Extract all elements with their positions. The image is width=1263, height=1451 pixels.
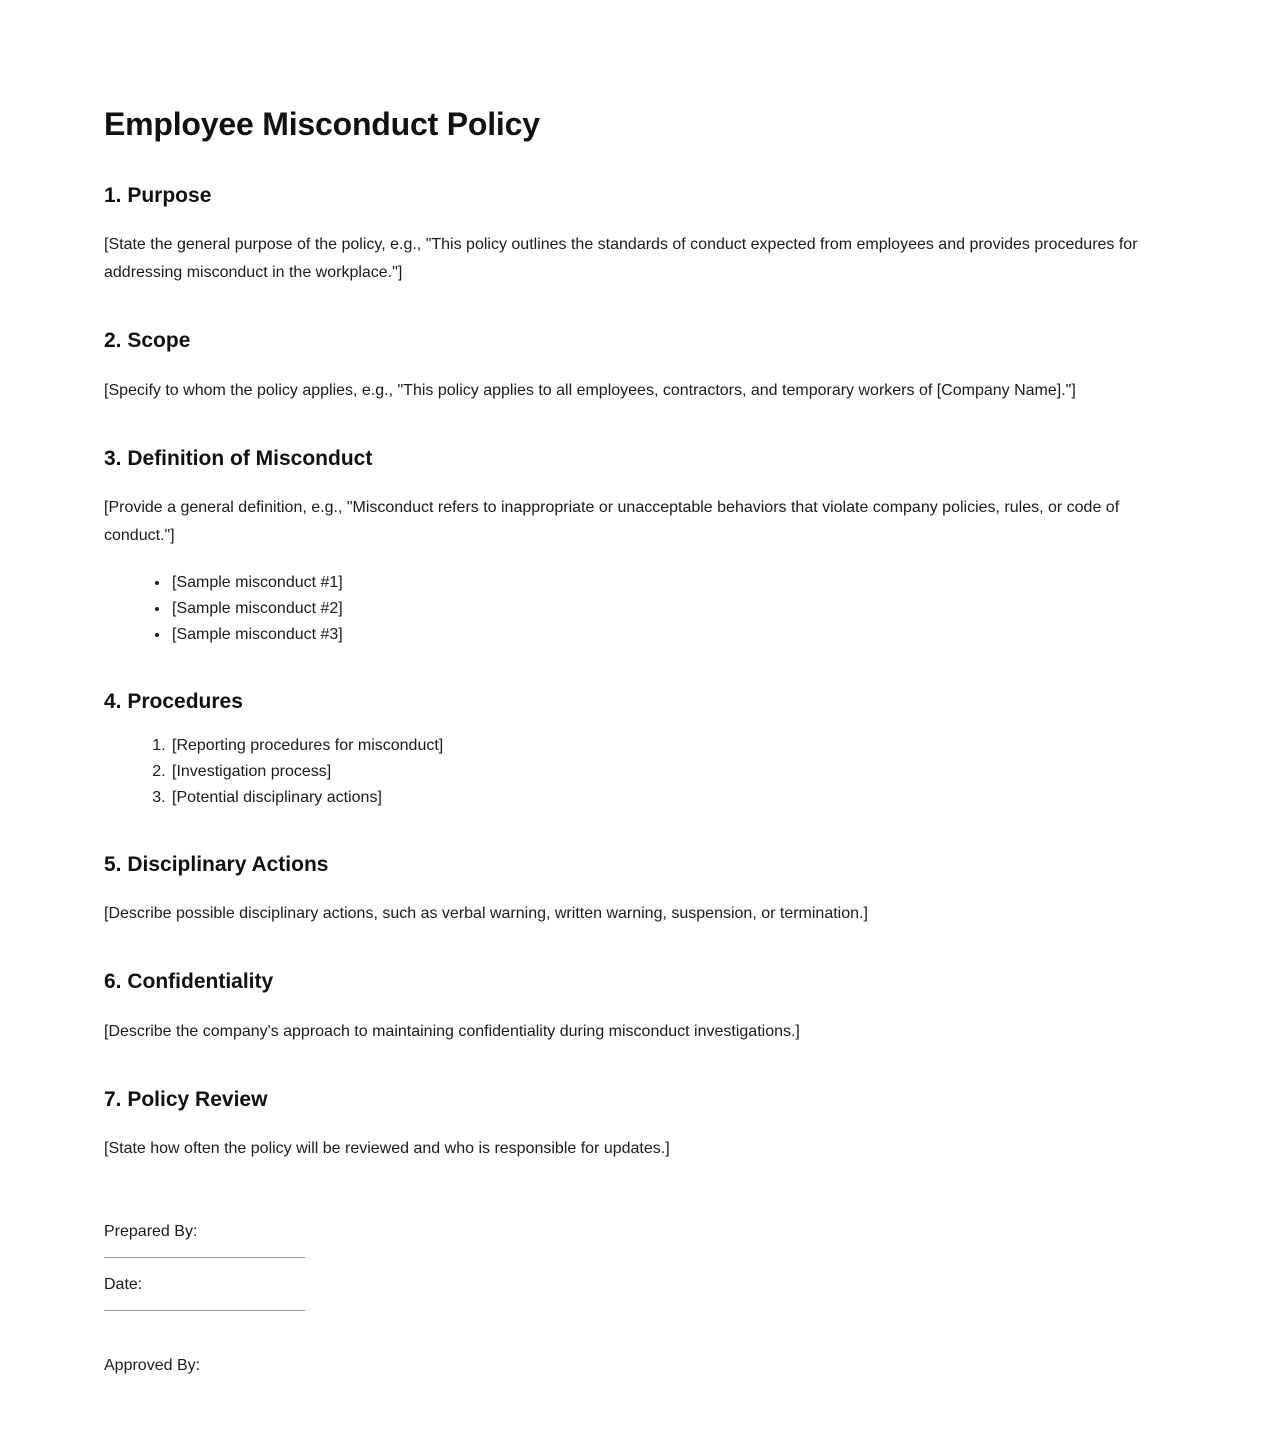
- list-item: • [Sample misconduct #1]: [170, 570, 1142, 596]
- section-paragraph-purpose: [State the general purpose of the policy, e.g., "This policy outlines the standards of conduct expected from employees and provides procedures for addressing misconduct in the workplace."]: [104, 236, 1138, 282]
- section-heading-disciplinary-actions: 5. Disciplinary Actions: [104, 853, 329, 877]
- signature-block: [104, 1219, 1142, 1379]
- section-heading-policy-review: 7. Policy Review: [104, 1087, 268, 1111]
- section-procedures: [104, 688, 1142, 811]
- page-title: Employee Misconduct Policy: [104, 106, 540, 142]
- section-paragraph-definition-of-misconduct: [Provide a general definition, e.g., "Misconduct refers to inappropriate or unacceptable behaviors that violate company policies, rules, or code of conduct."]: [104, 498, 1120, 544]
- list-item: 1. [Reporting procedures for misconduct]: [170, 733, 1142, 759]
- approved-by-group: [104, 1353, 1142, 1379]
- sample-misconduct-list: [104, 570, 1142, 648]
- section-policy-review: [104, 1086, 1142, 1163]
- date-signature-line[interactable]: [104, 1310, 305, 1311]
- procedures-list: [104, 733, 1142, 811]
- approved-by-label: Approved By:: [104, 1357, 201, 1375]
- section-heading-purpose: 1. Purpose: [104, 184, 212, 207]
- date-label: Date:: [104, 1276, 143, 1294]
- list-item: • [Sample misconduct #2]: [170, 596, 1142, 622]
- section-heading-scope: 2. Scope: [104, 329, 191, 353]
- section-scope: [104, 327, 1142, 404]
- prepared-by-label: Prepared By:: [104, 1223, 198, 1241]
- section-paragraph-policy-review: [State how often the policy will be reviewed and who is responsible for updates.]: [104, 1140, 670, 1158]
- list-item: 2. [Investigation process]: [170, 759, 1142, 785]
- section-paragraph-disciplinary-actions: [Describe possible disciplinary actions, such as verbal warning, written warning, suspension, or termination.]: [104, 905, 868, 923]
- section-purpose: [104, 182, 1142, 287]
- list-item: 3. [Potential disciplinary actions]: [170, 785, 1142, 811]
- prepared-by-signature-line[interactable]: [104, 1257, 305, 1258]
- section-confidentiality: [104, 968, 1142, 1045]
- section-heading-definition-of-misconduct: 3. Definition of Misconduct: [104, 446, 373, 470]
- section-definition-of-misconduct: [104, 445, 1142, 648]
- section-disciplinary-actions: [104, 851, 1142, 928]
- signature-spacer: [104, 1325, 1142, 1353]
- date-group: [104, 1272, 1142, 1311]
- section-paragraph-scope: [Specify to whom the policy applies, e.g., "This policy applies to all employees, contractors, and temporary workers of [Company Name]."]: [104, 381, 1076, 399]
- section-paragraph-confidentiality: [Describe the company's approach to maintaining confidentiality during misconduct investigations.]: [104, 1022, 800, 1040]
- list-item: • [Sample misconduct #3]: [170, 622, 1142, 648]
- section-heading-confidentiality: 6. Confidentiality: [104, 970, 274, 994]
- section-heading-procedures: 4. Procedures: [104, 689, 243, 713]
- prepared-by-group: [104, 1219, 1142, 1258]
